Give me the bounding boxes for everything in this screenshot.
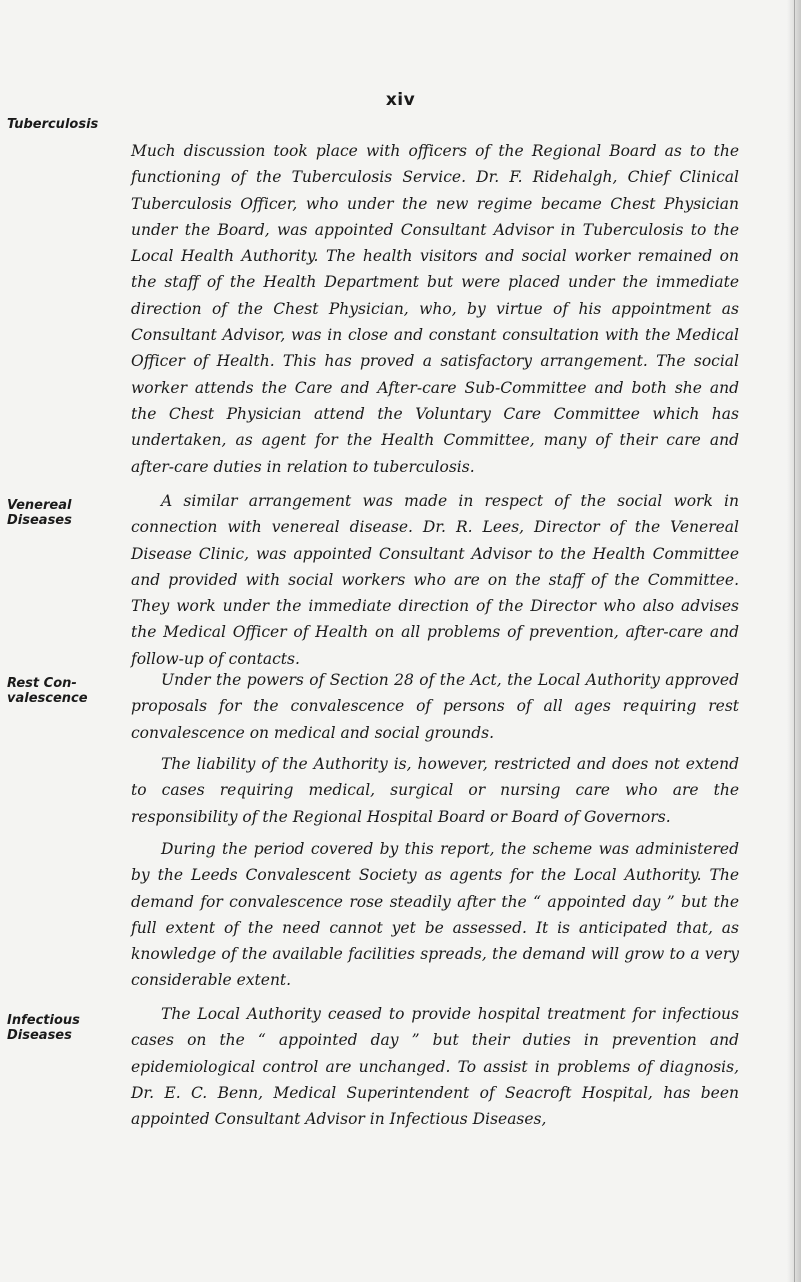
page-edge-line [794, 0, 795, 1282]
venereal-heading-line2: Diseases [7, 513, 72, 528]
venereal-heading-line1: Venereal [7, 498, 72, 513]
infectious-diseases-paragraph: The Local Authority ceased to provide hospital treatment for infectious cases on the “ appointed day ” but their duties in prevention and epidemiological control are unchanged. To assist in problems of diagnosis, Dr. E. C. Benn, Medical Superintendent of Seacroft Hospital, has been appointed Consultant Advisor in Infectious Diseases, [131, 1005, 739, 1129]
tuberculosis-heading [7, 117, 117, 132]
venereal-diseases-heading [7, 498, 117, 528]
tuberculosis-paragraph: Much discussion took place with officers of the Regional Board as to the functioning of the Tuberculosis Service. Dr. F. Ridehalgh, Chief Clinical Tuberculosis Officer, who under the new regime became Chest Physician under the Board, was appointed Consultant Advisor in Tuberculosis to the Local Health Authority. The health visitors and social worker remained on the staff of the Health Department but were placed under the immediate direction of the Chest Physician, who, by virtue of his appointment as Consultant Advisor, was in close and constant consultation with the Medical Officer of Health. This has proved a satisfactory arrangement. The social worker attends the Care and After-care Sub-Committee and both she and the Chest Physician attend the Voluntary Care Committee which has undertaken, as agent for the Health Committee, many of their care and after-care duties in relation to tuberculosis. [131, 142, 739, 476]
tuberculosis-heading-text: Tuberculosis [7, 117, 99, 132]
rest-heading-line1: Rest Con- [7, 676, 77, 691]
rest-heading-line2: valescence [7, 691, 88, 706]
venereal-diseases-paragraph: A similar arrangement was made in respect of the social work in connection with venereal disease. Dr. R. Lees, Director of the Venereal Disease Clinic, was appointed Consultant Advisor to the Health Committee and provided with social workers who are on the staff of the Committee. They work under the immediate direction of the Director who also advises the Medical Officer of Health on all problems of prevention, after-care and follow-up of contacts. [131, 492, 739, 668]
infectious-diseases-heading [7, 1013, 117, 1043]
infectious-heading-line2: Diseases [7, 1028, 72, 1043]
page-number: xiv [385, 90, 416, 110]
rest-convalescence-paragraph-2: The liability of the Authority is, however, restricted and does not extend to cases requiring medical, surgical or nursing care who are the responsibility of the Regional Hospital Board or Board of Governors. [131, 755, 739, 826]
rest-convalescence-paragraph-1: Under the powers of Section 28 of the Act, the Local Authority approved proposals for the convalescence of persons of all ages requiring rest convalescence on medical and social grounds. [131, 671, 739, 742]
rest-convalescence-heading [7, 676, 117, 706]
rest-convalescence-paragraph-3: During the period covered by this report, the scheme was administered by the Leeds Convalescent Society as agents for the Local Authority. The demand for convalescence rose steadily after the “ appointed day ” but the full extent of the need cannot yet be assessed. It is anticipated that, as knowledge of the available facilities spreads, the demand will grow to a very considerable extent. [131, 840, 739, 990]
infectious-heading-line1: Infectious [7, 1013, 80, 1028]
